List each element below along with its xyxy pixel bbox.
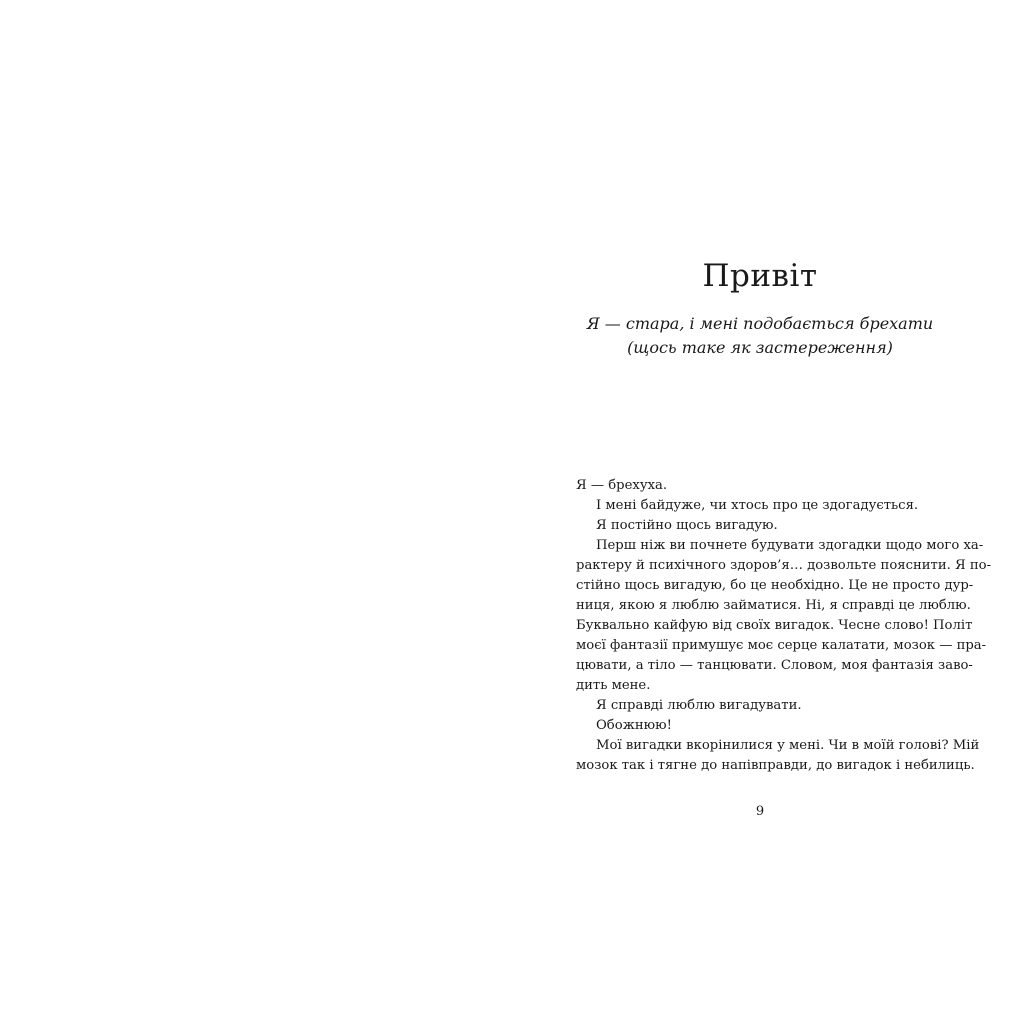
text-line: цювати, а тіло — танцювати. Словом, моя фантазія заво- — [576, 658, 973, 673]
text-line: Мої вигадки вкорінилися у мені. Чи в моїй голові? Мій — [596, 738, 980, 753]
subtitle-line: Я — стара, і мені подобається брехати — [586, 314, 934, 333]
subtitle-line: (щось таке як застереження) — [627, 338, 893, 357]
body-text — [576, 476, 992, 776]
book-page — [576, 0, 992, 1024]
text-line: ниця, якою я люблю займатися. Ні, я справді це люблю. — [576, 598, 971, 613]
text-line: Я постійно щось вигадую. — [596, 518, 778, 533]
chapter-subtitle — [576, 312, 944, 360]
text-line: І мені байдуже, чи хтось про це здогадується. — [596, 498, 919, 513]
text-line: моєї фантазії примушує моє серце калатати, мозок — пра- — [576, 638, 987, 653]
chapter-title: Привіт — [702, 258, 818, 294]
text-line: Я — брехуха. — [576, 478, 668, 493]
text-line: Я справді люблю вигадувати. — [596, 698, 802, 713]
text-line: Буквально кайфую від своїх вигадок. Чесне слово! Політ — [576, 618, 973, 633]
text-line: Перш ніж ви почнете будувати здогадки щодо мого ха- — [596, 538, 984, 553]
page-number: 9 — [755, 804, 765, 819]
text-line: рактеру й психічного здоров’я… дозвольте пояснити. Я по- — [576, 558, 992, 573]
text-line: мозок так і тягне до напівправди, до вигадок і небилиць. — [576, 758, 975, 773]
text-line: Обожнюю! — [596, 718, 672, 733]
text-line: стійно щось вигадую, бо це необхідно. Це не просто дур- — [576, 578, 974, 593]
text-line: дить мене. — [576, 678, 651, 693]
